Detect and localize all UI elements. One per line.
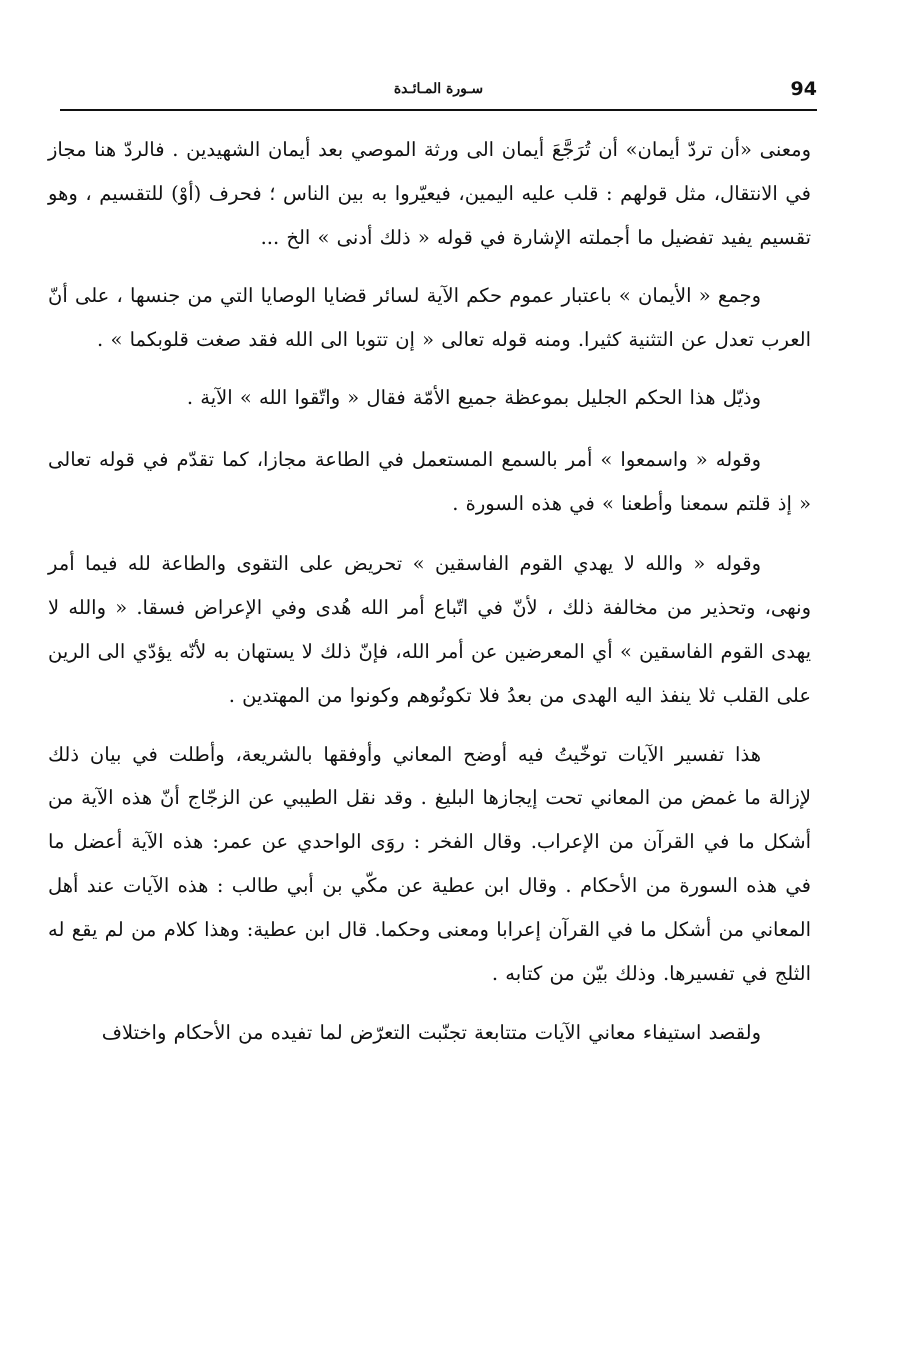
body-text: [48, 128, 811, 1055]
paragraph-5: وقوله « والله لا يهدي القوم الفاسقين » تحريض على التقوى والطاعة لله فيما أمر ونهى، وتحذير من مخالفة ذلك ، لأنّ في اتّباع أمر الله هُدى وفي الإعراض فسقا. « والله لا يهدى القوم الفاسقين » أي المعرضين عن أمر الله، فإنّ ذلك لا يستهان به لأنّه يؤدّي الى الرين على القلب ثلا ينفذ اليه الهدى من بعدُ فلا تكونُوهم وكونوا من المهتدين .: [48, 552, 811, 707]
paragraph-7: ولقصد استيفاء معاني الآيات متتابعة تجنّبت التعرّض لما تفيده من الأحكام واختلاف: [101, 1021, 761, 1045]
paragraph-4: وقوله « واسمعوا » أمر بالسمع المستعمل في الطاعة مجازا، كما تقدّم في قوله تعالى « إذ قلتم سمعنا وأطعنا » في هذه السورة .: [48, 447, 811, 515]
page-number: 94: [790, 78, 817, 100]
paragraph-3: وذيّل هذا الحكم الجليل بموعظة جميع الأمّة فقال « واتّقوا الله » الآية .: [186, 385, 761, 409]
running-title: سـورة المـائـدة: [393, 81, 484, 97]
paragraph-1: ومعنى «أن تردّ أيمان» أن تُرَجَّعَ أيمان الى ورثة الموصي بعد أيمان الشهيدين . فالردّ هنا مجاز في الانتقال، مثل قولهم : قلب عليه اليمين، فيعيّروا به بين الناس ؛ فحرف (أوْ) للتقسيم ، وهو تقسيم يفيد تفضيل ما أجملته الإشارة في قوله « ذلك أدنى » الخ ...: [48, 138, 811, 249]
page-header: [60, 78, 817, 108]
paragraph-6: هذا تفسير الآيات توخّيتُ فيه أوضح المعاني وأوفقها بالشريعة، وأطلت في بيان ذلك لإزالة ما غمض من المعاني تحت إيجازها البليغ . وقد نقل الطيبي عن الزجّاج أنّ هذه الآية من أشكل ما في القرآن من الإعراب. وقال الفخر : روَى الواحدي عن عمر: هذه الآية أعضل ما في هذه السورة من الأحكام . وقال ابن عطية عن مكّي بن أبي طالب : هذه الآيات عند أهل المعاني من أشكل ما في القرآن إعرابا ومعنى وحكما. قال ابن عطية: وهذا كلام من لم يقع له الثلج في تفسيرها. وذلك بيّن من كتابه .: [48, 742, 811, 985]
paragraph-2: وجمع « الأيمان » باعتبار عموم حكم الآية لسائر قضايا الوصايا التي من جنسها ، على أنّ العرب تعدل عن التثنية كثيرا. ومنه قوله تعالى « إن تتوبا الى الله فقد صغت قلوبكما » .: [48, 284, 811, 352]
header-rule: [60, 109, 817, 111]
